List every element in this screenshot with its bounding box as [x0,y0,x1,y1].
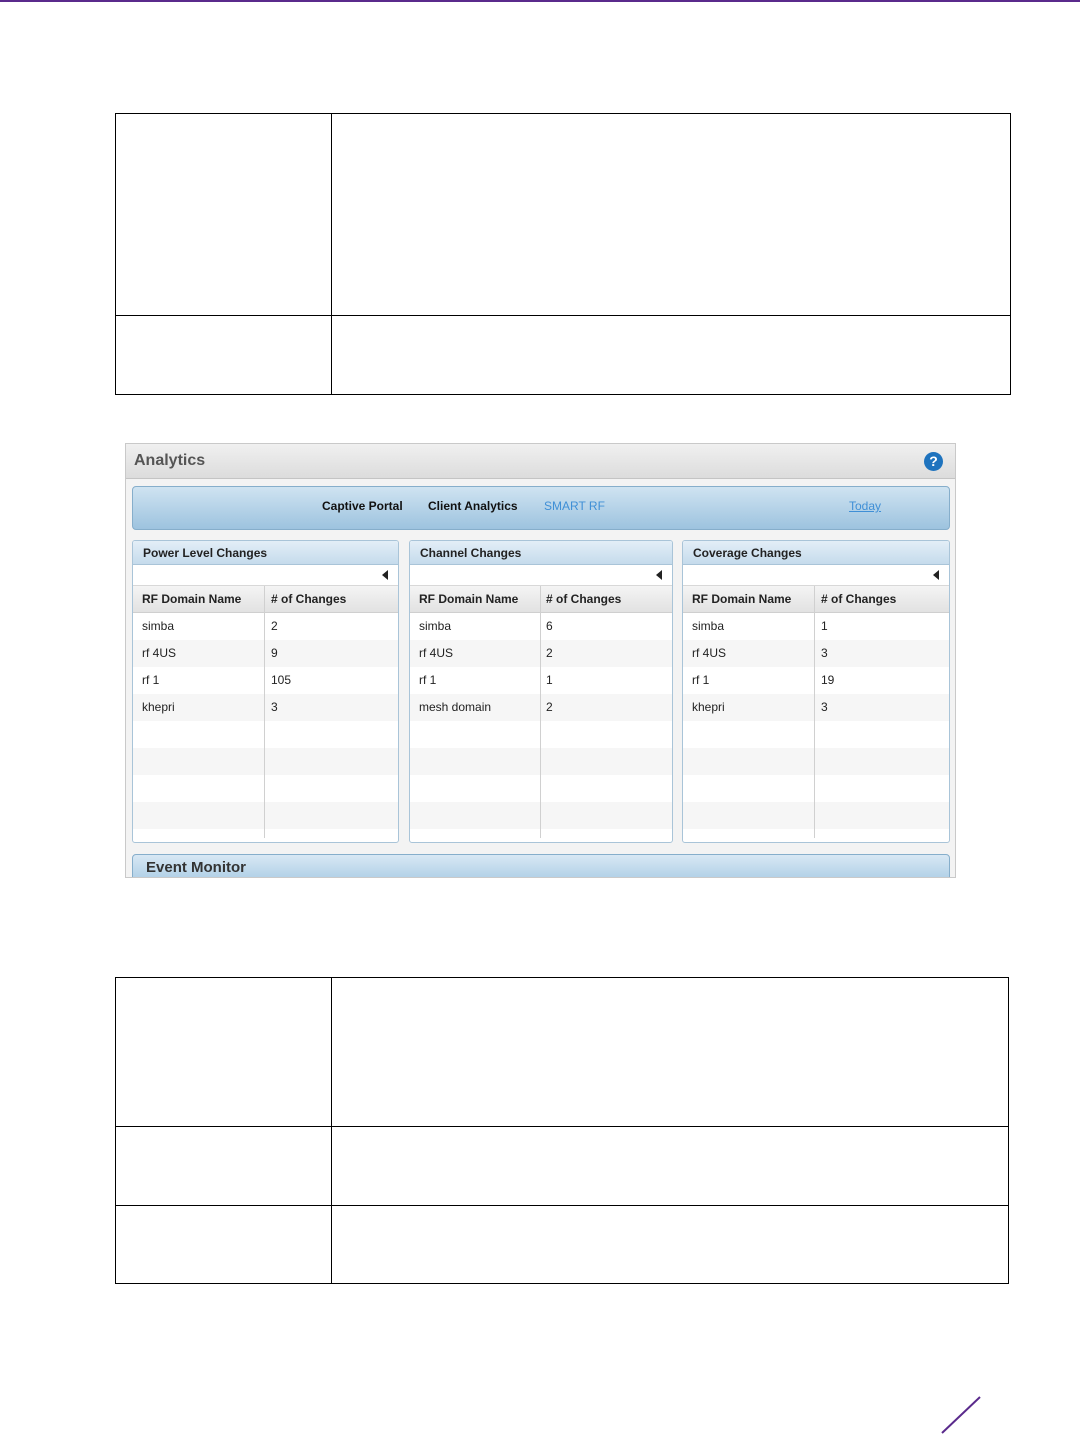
nav-client-analytics[interactable]: Client Analytics [428,499,518,513]
cell-domain: simba [419,619,452,633]
doc-table-cell-left [116,978,332,1126]
table-row-empty [410,721,672,748]
table-row[interactable] [410,667,672,694]
table-header [410,586,672,613]
doc-table-row [116,1126,1008,1205]
nav-today-link[interactable]: Today [849,499,882,513]
table-row-empty [410,802,672,829]
analytics-screen [125,443,956,878]
doc-table-cell-left [116,1206,332,1283]
table-row-empty [410,775,672,802]
analytics-title: Analytics [134,452,206,469]
column-divider [540,586,541,838]
doc-table-row [116,114,1010,315]
table-row-empty [683,775,949,802]
table-header [683,586,949,613]
table-row[interactable] [133,640,398,667]
nav-captive-portal[interactable]: Captive Portal [322,499,403,513]
table-row[interactable] [683,667,949,694]
table-row-empty [133,748,398,775]
cell-changes: 19 [821,673,835,687]
cell-changes: 9 [271,646,278,660]
table-row[interactable] [683,640,949,667]
cell-changes: 3 [821,646,828,660]
panel-toolbar [410,565,672,586]
column-header-domain[interactable]: RF Domain Name [419,592,519,606]
page-corner-slash-icon [938,1395,984,1435]
cell-domain: rf 1 [419,673,437,687]
top-rule [0,0,1080,2]
table-row[interactable] [133,667,398,694]
table-row[interactable] [683,613,949,640]
doc-table-cell-right [331,1206,1008,1283]
cell-changes: 2 [271,619,278,633]
cell-changes: 1 [821,619,828,633]
table-row[interactable] [683,694,949,721]
cell-changes: 2 [546,646,553,660]
arrow-left-icon[interactable] [656,570,662,580]
cell-changes: 105 [271,673,292,687]
column-header-changes[interactable]: # of Changes [821,592,897,606]
cell-domain: simba [692,619,725,633]
column-header-changes[interactable]: # of Changes [271,592,347,606]
changes-table [410,586,672,842]
event-monitor-bar[interactable] [132,854,950,878]
doc-table-top [115,113,1011,395]
doc-table-cell-right [331,978,1008,1126]
cell-domain: rf 4US [419,646,454,660]
analytics-nav-bar [132,486,950,530]
table-row[interactable] [410,613,672,640]
cell-domain: khepri [142,700,175,714]
panel-toolbar [133,565,398,586]
cell-changes: 3 [821,700,828,714]
power-level-changes-panel [132,540,399,843]
arrow-left-icon[interactable] [382,570,388,580]
table-row[interactable] [410,640,672,667]
cell-changes: 6 [546,619,553,633]
nav-smart-rf[interactable]: SMART RF [544,499,605,513]
doc-table-cell-left [116,1127,332,1205]
cell-domain: rf 4US [142,646,177,660]
cell-changes: 3 [271,700,278,714]
panel-toolbar [683,565,949,586]
doc-table-cell-right [331,1127,1008,1205]
changes-table [683,586,949,842]
help-icon[interactable]: ? [924,452,943,471]
doc-table-cell-right [331,316,1010,394]
table-row[interactable] [133,694,398,721]
changes-table [133,586,398,842]
table-header [133,586,398,613]
table-row-empty [133,775,398,802]
table-row-empty [683,721,949,748]
doc-table-row [116,978,1008,1126]
table-row[interactable] [133,613,398,640]
table-row-empty [410,748,672,775]
column-header-changes[interactable]: # of Changes [546,592,622,606]
doc-table-cell-left [116,114,332,315]
cell-domain: rf 1 [142,673,160,687]
doc-table-cell-right [331,114,1010,315]
doc-table-row [116,315,1010,394]
arrow-left-icon[interactable] [933,570,939,580]
panel-title: Coverage Changes [683,541,949,565]
column-header-domain[interactable]: RF Domain Name [142,592,242,606]
table-row-empty [683,748,949,775]
panel-title: Channel Changes [410,541,672,565]
cell-domain: mesh domain [419,700,492,714]
event-monitor-label: Event Monitor [146,859,246,876]
cell-domain: khepri [692,700,725,714]
panel-title: Power Level Changes [133,541,398,565]
column-divider [814,586,815,838]
column-divider [264,586,265,838]
analytics-title-bar [126,444,955,479]
table-row-empty [683,802,949,829]
cell-domain: simba [142,619,175,633]
table-row[interactable] [410,694,672,721]
cell-changes: 1 [546,673,553,687]
table-row-empty [133,721,398,748]
doc-table-cell-left [116,316,332,394]
doc-table-row [116,1205,1008,1283]
table-row-empty [133,802,398,829]
doc-table-bottom [115,977,1009,1284]
cell-domain: rf 4US [692,646,727,660]
coverage-changes-panel [682,540,950,843]
cell-changes: 2 [546,700,553,714]
column-header-domain[interactable]: RF Domain Name [692,592,792,606]
channel-changes-panel [409,540,673,843]
cell-domain: rf 1 [692,673,710,687]
